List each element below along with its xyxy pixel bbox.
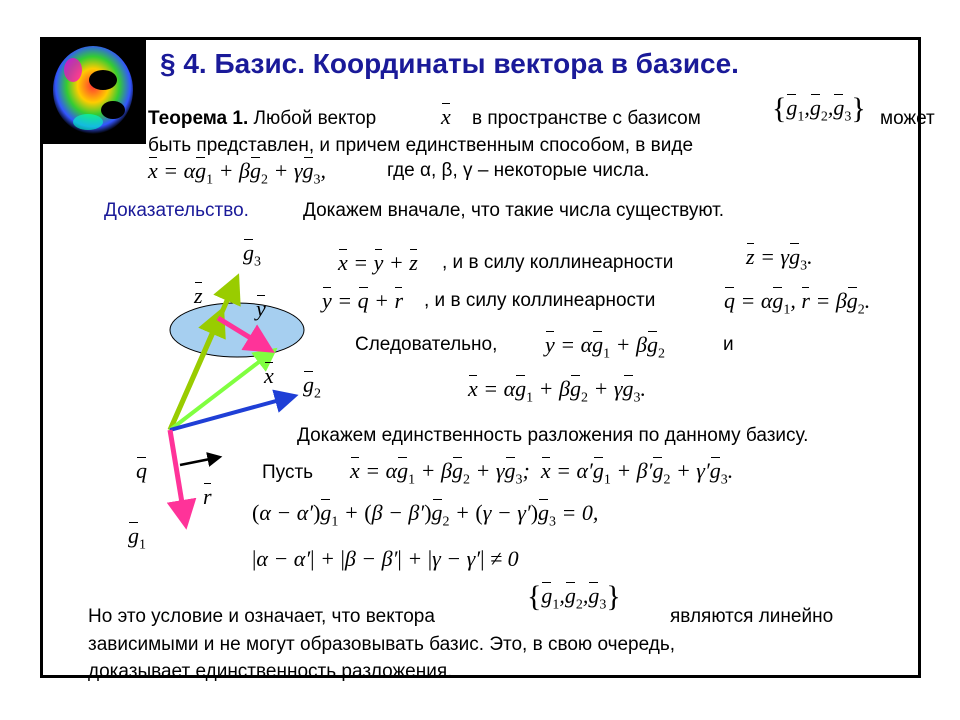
proof-text: Докажем вначале, что такие числа существуют.	[303, 200, 725, 221]
label-g3: $g_3$	[243, 240, 261, 270]
and-text: и	[723, 334, 734, 355]
theorem-text-a: Любой вектор	[253, 108, 377, 129]
basis-set-formula: $\{g_1,g_2,g_3\}$	[772, 92, 866, 125]
formula-y-decomp: $y = \alpha g_1 + \beta g_2$	[545, 332, 665, 362]
theorem-text-b: в пространстве с базисом	[472, 108, 701, 129]
conclusion-line-2: зависимыми и не могут образовывать базис. Это, в свою очередь,	[88, 634, 676, 655]
collinear-text-1: , и в силу коллинеарности	[442, 252, 674, 273]
basis-set-formula-2: $\{g_1,g_2,g_3\}$	[527, 580, 621, 613]
proof-label: Доказательство.	[104, 200, 249, 221]
formula-x-decomp: $x = \alpha g_1 + \beta g_2 + \gamma g_3$.	[468, 376, 646, 406]
decomposition-formula: $x = \alpha g_1 + \beta g_2 + \gamma g_3$,	[148, 158, 326, 188]
label-g1: $g_1$	[128, 523, 146, 553]
formula-difference: $(\alpha - \alpha')g_1 + (\beta - \beta')g_2 + (\gamma - \gamma')g_3 = 0$,	[252, 500, 599, 530]
theorem-line-2: быть представлен, и причем единственным способом, в виде	[148, 135, 694, 156]
let-text: Пусть	[262, 462, 314, 483]
formula-x-sum: x = y + z	[338, 250, 418, 275]
theorem-text-c: может	[880, 108, 935, 129]
theorem-label: Теорема 1.	[148, 108, 249, 129]
conclusion-line-1b: являются линейно	[670, 606, 834, 627]
formula-abs-sum: |α − α′| + |β − β′| + |γ − γ′| ≠ 0	[252, 546, 519, 571]
conclusion-line-1a: Но это условие и означает, что вектора	[88, 606, 435, 627]
label-y: y	[256, 296, 266, 321]
uniqueness-text: Докажем единственность разложения по данному базису.	[297, 425, 809, 446]
vector-g1	[170, 430, 184, 515]
vector-r	[180, 458, 215, 465]
label-q: q	[136, 458, 147, 483]
theorem-line-3: где α, β, γ – некоторые числа.	[387, 160, 650, 181]
slide-title: § 4. Базис. Координаты вектора в базисе.	[160, 48, 739, 79]
formula-z-gamma: $z = \gamma g_3$.	[746, 244, 813, 274]
formula-y-sum: y = q + r	[322, 288, 404, 313]
collinear-text-2: , и в силу коллинеарности	[424, 290, 656, 311]
vector-g2	[170, 398, 287, 430]
label-z: z	[194, 283, 203, 308]
formula-q-r: $q = \alpha g_1$, $r = \beta g_2$.	[724, 288, 871, 318]
conclusion-line-3: доказывает единственность разложения.	[88, 661, 453, 682]
vector-x-symbol: x	[441, 104, 451, 129]
therefore-text: Следовательно,	[355, 334, 498, 355]
label-r: r	[203, 484, 212, 509]
label-x: x	[264, 363, 274, 388]
formula-two-decomps: $x = \alpha g_1 + \beta g_2 + \gamma g_3$; $x = \alpha'g_1 + \beta'g_2 + \gamma'g_3$.	[350, 458, 734, 488]
label-g2: $g_2$	[303, 372, 321, 402]
